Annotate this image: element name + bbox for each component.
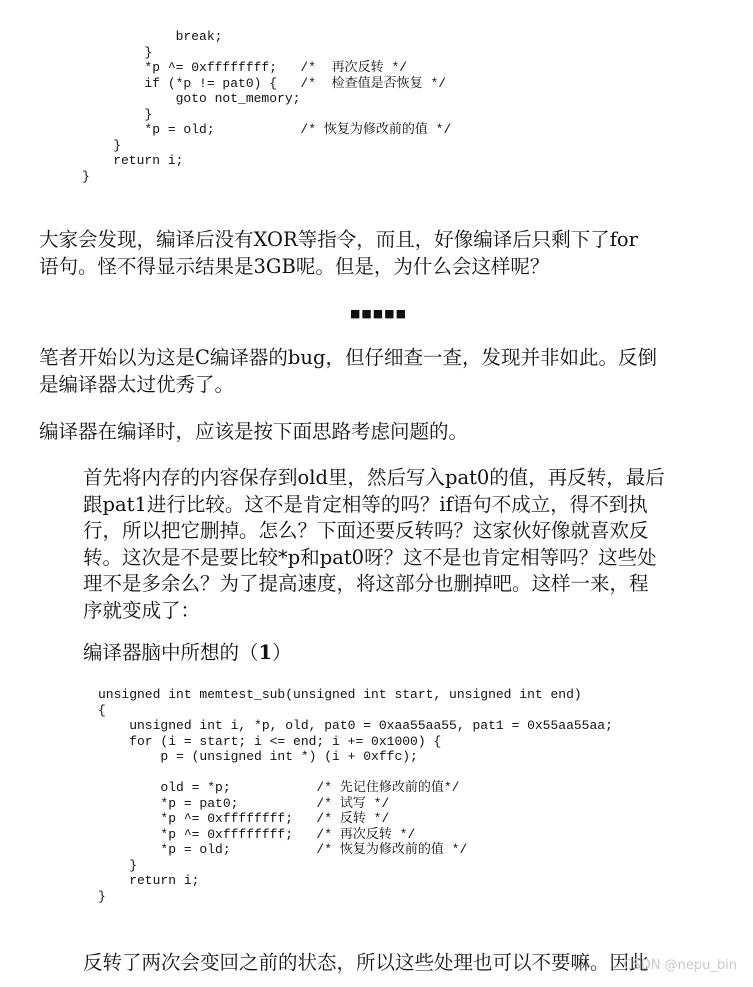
code-block-bottom	[98, 687, 613, 904]
paragraph-line: 反转了两次会变回之前的状态，所以这些处理也可以不要嘛。因此	[83, 951, 649, 974]
code-line: return i;	[82, 153, 184, 168]
section-separator: ■■■■■	[350, 307, 407, 320]
code-line: for (i = start; i <= end; i += 0x1000) {	[98, 733, 442, 749]
code-line: }	[98, 857, 138, 873]
paragraph-line: 大家会发现，编译后没有XOR等指令，而且，好像编译后只剩下了for	[39, 228, 638, 251]
paragraph-line: 跟pat1进行比较。这不是肯定相等的吗？if语句不成立，得不到执	[83, 492, 648, 516]
code-line: return i;	[98, 873, 200, 888]
section-heading	[83, 640, 292, 667]
paragraph-line: 行，所以把它删掉。怎么？下面还要反转吗？这家伙好像就喜欢反	[83, 519, 649, 542]
code-line: }	[82, 106, 153, 122]
paragraph-line: 理不是多余么？为了提高速度，将这部分也删掉吧。这样一来，程	[83, 572, 649, 595]
heading-number: 1	[258, 641, 273, 664]
code-line: old = *p; /* 先记住修改前的值*/	[98, 780, 460, 795]
paragraph-line: 是编译器太过优秀了。	[39, 372, 235, 396]
paragraph-double-invert	[83, 950, 649, 977]
code-line: goto not_memory;	[82, 91, 301, 106]
code-line: {	[98, 702, 106, 718]
code-line: }	[82, 44, 153, 60]
paragraph-line: 转。这次是不是要比较*p和pat0呀？这不是也肯定相等吗？这些处	[83, 545, 657, 569]
paragraph-line: 首先将内存的内容保存到old里，然后写入pat0的值，再反转，最后	[83, 466, 665, 489]
code-line: }	[82, 137, 122, 153]
code-line: *p ^= 0xffffffff; /* 反转 */	[98, 811, 390, 826]
code-line: if (*p != pat0) { /* 检查值是否恢复 */	[82, 75, 447, 91]
code-line	[98, 765, 613, 781]
code-line: *p = old; /* 恢复为修改前的值 */	[98, 842, 468, 857]
code-line: }	[82, 168, 90, 184]
code-line: unsigned int i, *p, old, pat0 = 0xaa55aa55, pat1 = 0x55aa55aa;	[98, 718, 613, 733]
code-line: break;	[82, 29, 223, 44]
code-line: *p = pat0; /* 试写 */	[98, 795, 390, 811]
paragraph-compiler-reasoning	[83, 465, 665, 624]
heading-close: ）	[272, 641, 292, 664]
paragraph-compiler-bug	[39, 345, 657, 398]
code-line: }	[98, 888, 106, 904]
heading-text: 编译器脑中所想的（	[83, 641, 259, 664]
paragraph-line: 语句。怪不得显示结果是3GB呢。但是，为什么会这样呢？	[39, 254, 550, 278]
paragraph-compiler-thinking	[39, 419, 468, 446]
csdn-watermark: CSDN @nepu_bin	[623, 958, 737, 973]
paragraph-line: 序就变成了：	[83, 598, 201, 622]
code-block-top	[82, 29, 451, 184]
paragraph-line: 笔者开始以为这是C编译器的bug，但仔细查一查，发现并非如此。反倒	[39, 346, 657, 369]
code-line: *p = old; /* 恢复为修改前的值 */	[82, 122, 452, 137]
code-line: *p ^= 0xffffffff; /* 再次反转 */	[98, 826, 416, 842]
paragraph-xor-observation	[39, 227, 638, 280]
code-line: p = (unsigned int *) (i + 0xffc);	[98, 749, 418, 764]
code-line: unsigned int memtest_sub(unsigned int start, unsigned int end)	[98, 687, 582, 702]
code-line: *p ^= 0xffffffff; /* 再次反转 */	[82, 60, 408, 75]
paragraph-line: 编译器在编译时，应该是按下面思路考虑问题的。	[39, 420, 469, 443]
